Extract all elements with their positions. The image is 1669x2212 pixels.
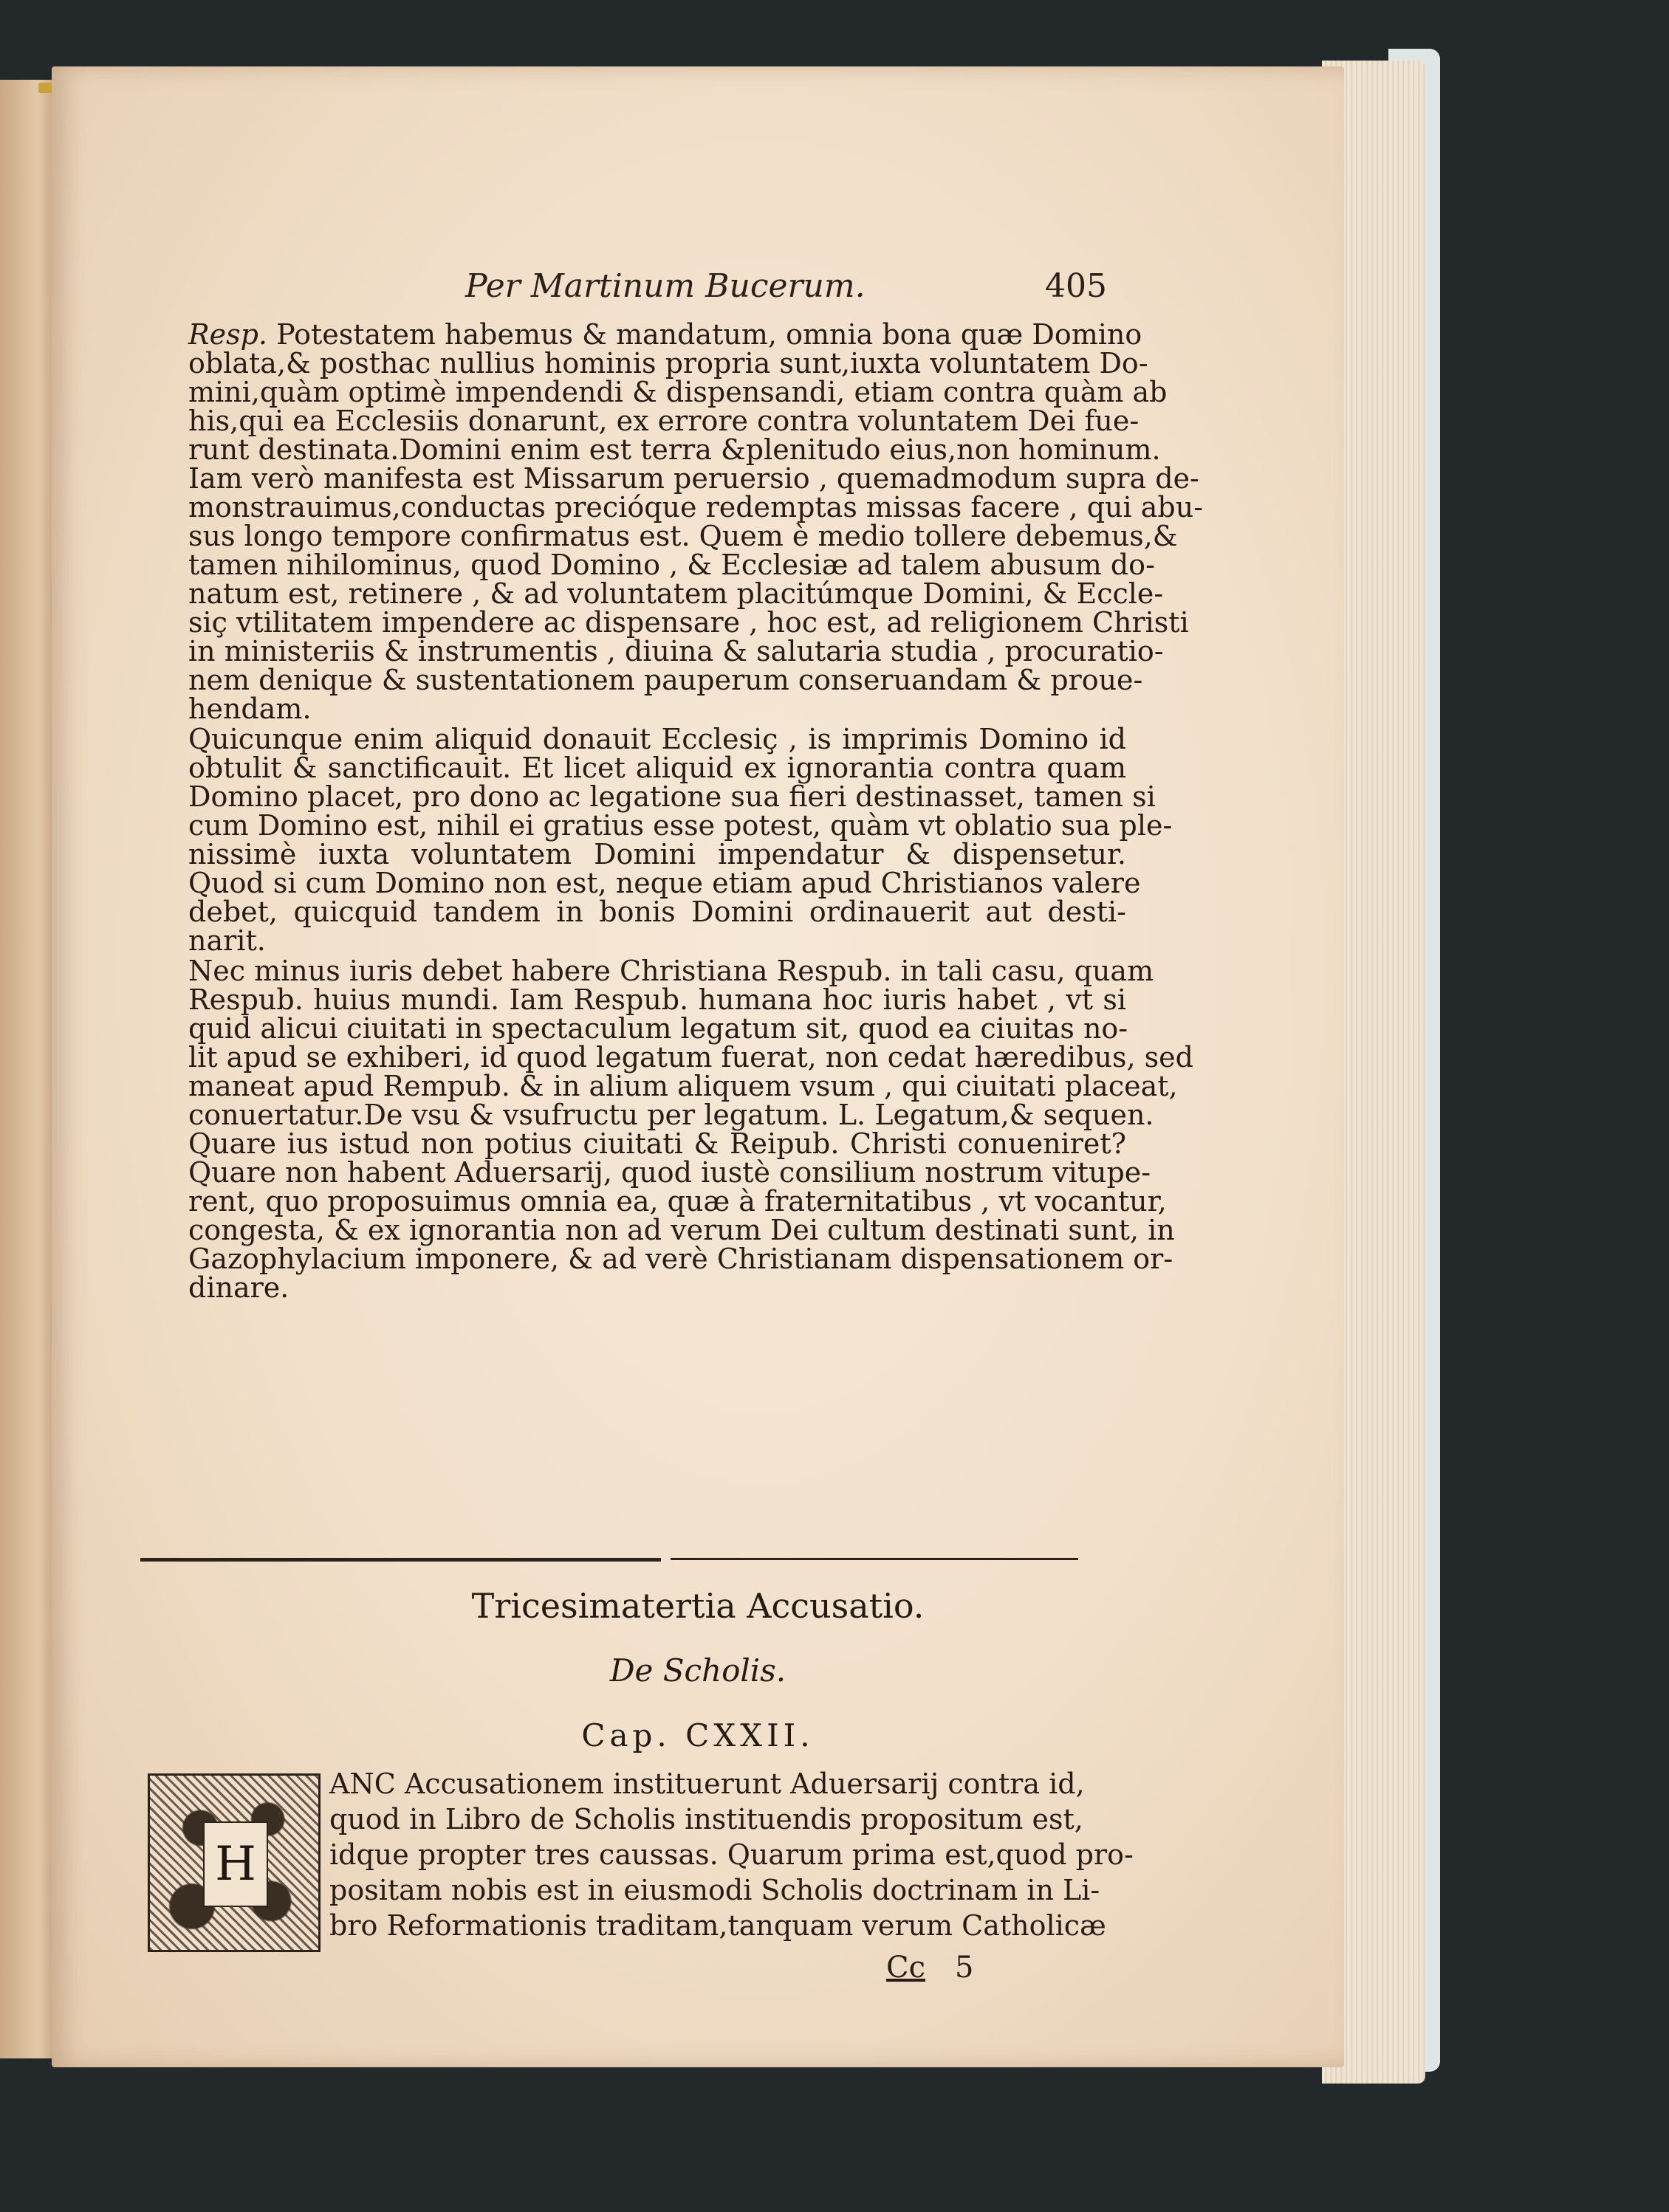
text-line: maneat apud Rempub. & in alium aliquem vsum , qui ciuitati placeat,: [188, 1070, 1178, 1102]
text-line: bro Reformationis traditam,tanquam verum Catholicæ: [329, 1909, 1106, 1942]
body-text: [188, 318, 1204, 1304]
text-line: oblata,& posthac nullius hominis propria sunt,iuxta voluntatem Do-: [188, 347, 1148, 379]
text-line: positam nobis est in eiusmodi Scholis doctrinam in Li-: [329, 1874, 1100, 1906]
text-line: siç vtilitatem impendere ac dispensare , hoc est, ad religionem Christi: [188, 606, 1189, 639]
text-line: ANC Accusationem instituerunt Aduersarij contra id,: [329, 1768, 1085, 1800]
text-line: Quod si cum Domino non est, neque etiam apud Christianos valere: [188, 867, 1141, 899]
chapter-lines: [329, 1766, 1134, 1943]
text-line: Quicunque enim aliquid donauit Ecclesiç , is imprimis Domino id: [188, 723, 1126, 755]
section-subtitle: De Scholis.: [609, 1652, 786, 1689]
chapter-text: [329, 1766, 1134, 1943]
text-line: Respub. huius mundi. Iam Respub. humana hoc iuris habet , vt si: [188, 983, 1126, 1016]
signature-mark: Cc: [886, 1951, 926, 1985]
text-line: Nec minus iuris debet habere Christiana Respub. in tali casu, quam: [188, 955, 1154, 987]
line-text: Potestatem habemus & mandatum, omnia bona quæ Domino: [276, 318, 1142, 351]
text-line: rent, quo proposuimus omnia ea, quæ à fraternitatibus , vt vocantur,: [188, 1185, 1167, 1217]
text-line: dinare.: [188, 1271, 289, 1304]
signature-number: 5: [955, 1951, 974, 1985]
text-line: in ministeriis & instrumentis , diuina & salutaria studia , procuratio-: [188, 635, 1164, 667]
section-rule-right: [671, 1558, 1078, 1560]
text-line: Quare non habent Aduersarij, quod iustè consilium nostrum vitupe-: [188, 1156, 1151, 1189]
book-page: [52, 66, 1344, 2067]
text-line: mini,quàm optimè impendendi & dispensandi, etiam contra quàm ab: [188, 376, 1168, 408]
text-line: quid alicui ciuitati in spectaculum legatum sit, quod ea ciuitas no-: [188, 1012, 1128, 1045]
text-line: quod in Libro de Scholis instituendis propositum est,: [329, 1803, 1083, 1835]
section-rule-left: [140, 1558, 661, 1562]
text-line: Domino placet, pro dono ac legatione sua fieri destinasset, tamen si: [188, 780, 1156, 813]
text-line: Quare ius istud non potius ciuitati & Reipub. Christi conueniret?: [188, 1127, 1126, 1160]
text-line: Iam verò manifesta est Missarum peruersio , quemadmodum supra de-: [188, 462, 1199, 495]
text-line: congesta, & ex ignorantia non ad verum Dei cultum destinati sunt, in: [188, 1214, 1175, 1246]
text-line: idque propter tres caussas. Quarum prima est,quod pro-: [329, 1838, 1134, 1871]
text-line: tamen nihilominus, quod Domino , & Ecclesiæ ad talem abusum do-: [188, 549, 1155, 581]
text-line: debet, quicquid tandem in bonis Domini ordinauerit aut desti-: [188, 896, 1126, 928]
text-line: nissimè iuxta voluntatem Domini impendatur & dispensetur.: [188, 838, 1126, 870]
text-line: nem denique & sustentationem pauperum conseruandam & proue-: [188, 664, 1143, 696]
text-line: Gazophylacium imponere, & ad verè Christianam dispensationem or-: [188, 1243, 1173, 1275]
paragraph-2: [188, 723, 1173, 957]
text-line: sus longo tempore confirmatus est. Quem è medio tollere debemus,&: [188, 520, 1178, 552]
text-line: [188, 318, 1142, 351]
text-line: lit apud se exhiberi, id quod legatum fuerat, non cedat hæredibus, sed: [188, 1041, 1193, 1074]
text-line: cum Domino est, nihil ei gratius esse potest, quàm vt oblatio sua ple-: [188, 809, 1173, 842]
text-line: his,qui ea Ecclesiis donarunt, ex errore contra voluntatem Dei fue-: [188, 405, 1139, 437]
response-label: Resp.: [188, 318, 277, 351]
text-line: hendam.: [188, 693, 312, 725]
running-title: Per Martinum Bucerum.: [465, 267, 866, 305]
text-line: monstrauimus,conductas precióque redemptas missas facere , qui abu-: [188, 491, 1204, 523]
text-line: natum est, retinere , & ad voluntatem placitúmque Domini, & Eccle-: [188, 577, 1164, 610]
catchword: [886, 1951, 973, 1985]
chapter-number: Cap. CXXII.: [581, 1717, 815, 1754]
text-line: narit.: [188, 924, 266, 957]
text-line: runt destinata.Domini enim est terra &plenitudo eius,non hominum.: [188, 433, 1161, 466]
paragraph-1: [188, 318, 1204, 725]
text-line: conuertatur.De vsu & vsufructu per legatum. L. Legatum,& sequen.: [188, 1099, 1154, 1131]
paragraph-3: [188, 955, 1193, 1304]
initial-letter: H: [203, 1821, 268, 1907]
page-number: 405: [1045, 267, 1107, 305]
decorated-initial: [148, 1773, 321, 1952]
section-title: Tricesimatertia Accusatio.: [471, 1586, 925, 1626]
text-line: obtulit & sanctificauit. Et licet aliquid ex ignorantia contra quam: [188, 752, 1126, 784]
